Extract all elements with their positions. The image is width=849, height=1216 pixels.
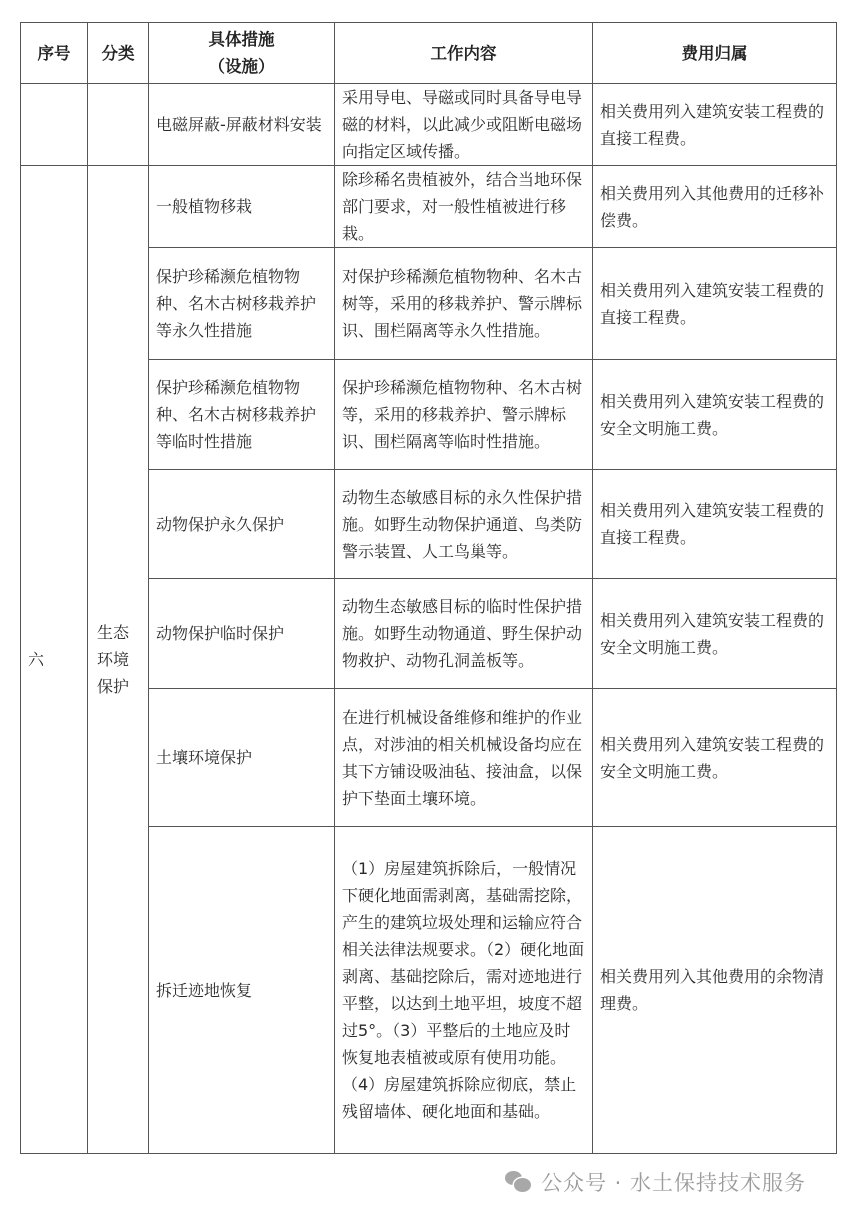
cell-measure: 一般植物移栽 — [149, 166, 335, 248]
cell-cost: 相关费用列入建筑安装工程费的直接工程费。 — [593, 470, 837, 579]
wechat-icon — [505, 1170, 533, 1194]
wechat-watermark — [505, 1166, 806, 1198]
cell-cost: 相关费用列入建筑安装工程费的直接工程费。 — [593, 248, 837, 360]
header-measure-line2: （设施） — [208, 57, 275, 76]
cell-measure: 动物保护临时保护 — [149, 579, 335, 689]
table-row — [21, 84, 837, 166]
cell-content: 动物生态敏感目标的永久性保护措施。如野生动物保护通道、鸟类防警示装置、人工鸟巢等。 — [335, 470, 593, 579]
measures-table — [20, 22, 837, 1154]
cell-cost: 相关费用列入建筑安装工程费的安全文明施工费。 — [593, 689, 837, 827]
header-content: 工作内容 — [335, 23, 593, 84]
header-measure — [149, 23, 335, 84]
cell-measure: 拆迁迹地恢复 — [149, 827, 335, 1154]
cell-category — [88, 166, 149, 1154]
cell-content: 在进行机械设备维修和维护的作业点，对涉油的相关机械设备均应在其下方铺设吸油毡、接油盒，以保护下垫面土壤环境。 — [335, 689, 593, 827]
table-header-row — [21, 23, 837, 84]
cell-content: 对保护珍稀濒危植物物种、名木古树等，采用的移栽养护、警示牌标识、围栏隔离等永久性措施。 — [335, 248, 593, 360]
cell-cost: 相关费用列入建筑安装工程费的安全文明施工费。 — [593, 579, 837, 689]
category-label: 生态 环境 保护 — [96, 623, 129, 696]
header-cost: 费用归属 — [593, 23, 837, 84]
cell-content: 保护珍稀濒危植物物种、名木古树等，采用的移栽养护、警示牌标识、围栏隔离等临时性措施。 — [335, 360, 593, 470]
cell-index: 六 — [21, 166, 88, 1154]
cell-cost: 相关费用列入其他费用的迁移补偿费。 — [593, 166, 837, 248]
cell-index — [21, 84, 88, 166]
header-index: 序号 — [21, 23, 88, 84]
cell-cost: 相关费用列入建筑安装工程费的安全文明施工费。 — [593, 360, 837, 470]
cell-content: （1）房屋建筑拆除后，一般情况下硬化地面需剥离，基础需挖除，产生的建筑垃圾处理和运输应符合相关法律法规要求。（2）硬化地面剥离、基础挖除后，需对迹地进行平整，以达到土地平坦，坡度不超过5°。（3）平整后的土地应及时恢复地表植被或原有使用功能。（4）房屋建筑拆除应彻底，禁止残留墙体、硬化地面和基础。 — [335, 827, 593, 1154]
cell-content: 除珍稀名贵植被外，结合当地环保部门要求，对一般性植被进行移栽。 — [335, 166, 593, 248]
cell-category — [88, 84, 149, 166]
cell-measure: 保护珍稀濒危植物物种、名木古树移栽养护等临时性措施 — [149, 360, 335, 470]
cell-cost: 相关费用列入建筑安装工程费的直接工程费。 — [593, 84, 837, 166]
header-measure-line1: 具体措施 — [208, 30, 275, 49]
cell-content: 采用导电、导磁或同时具备导电导磁的材料，以此减少或阻断电磁场向指定区域传播。 — [335, 84, 593, 166]
cell-measure: 动物保护永久保护 — [149, 470, 335, 579]
watermark-text: 公众号 · 水土保持技术服务 — [541, 1171, 807, 1195]
table-row — [21, 166, 837, 248]
cell-measure: 电磁屏蔽-屏蔽材料安装 — [149, 84, 335, 166]
cell-measure: 土壤环境保护 — [149, 689, 335, 827]
header-category: 分类 — [88, 23, 149, 84]
cell-measure: 保护珍稀濒危植物物种、名木古树移栽养护等永久性措施 — [149, 248, 335, 360]
cell-content: 动物生态敏感目标的临时性保护措施。如野生动物通道、野生保护动物救护、动物孔洞盖板等。 — [335, 579, 593, 689]
cell-cost: 相关费用列入其他费用的余物清理费。 — [593, 827, 837, 1154]
